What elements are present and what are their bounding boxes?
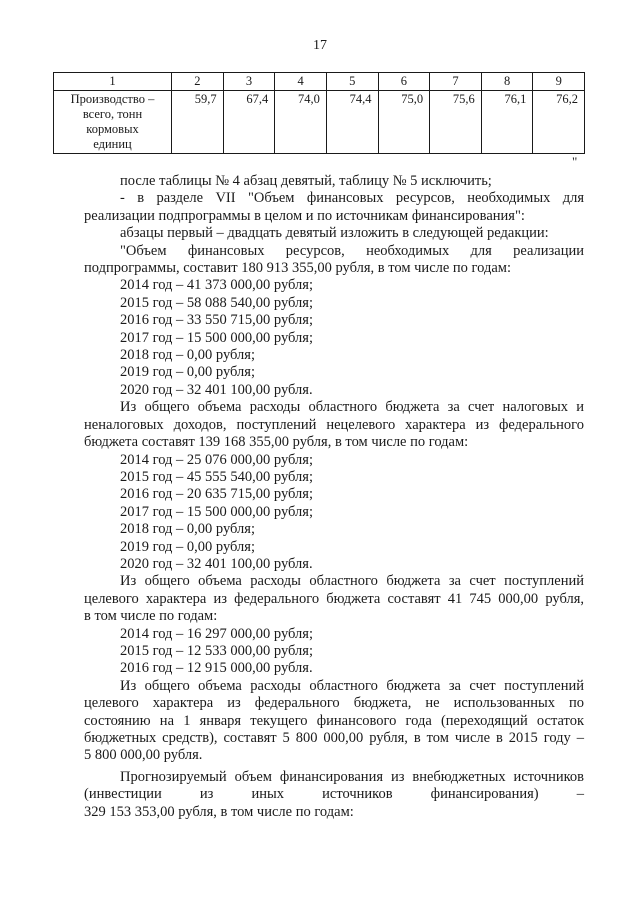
paragraph: 329 153 353,00 рубля, в том числе по годам:: [84, 803, 354, 820]
paragraph: в том числе по годам:: [84, 608, 218, 625]
table-cell: 75,0: [378, 91, 430, 154]
paragraph: после таблицы № 4 абзац девятый, таблицу № 5 исключить;: [120, 173, 492, 189]
list-item: 2016 год – 20 635 715,00 рубля;: [120, 486, 313, 503]
production-table: [53, 72, 585, 154]
list-item: 2016 год – 12 915 000,00 рубля.: [120, 660, 313, 677]
list-item: 2018 год – 0,00 рубля;: [120, 521, 255, 538]
list-item: 2014 год – 25 076 000,00 рубля;: [120, 451, 313, 468]
document-body: [84, 173, 584, 821]
table-cell: 74,4: [326, 91, 378, 154]
table-header-cell: 1: [54, 73, 172, 91]
list-item: 2014 год – 16 297 000,00 рубля;: [120, 625, 313, 642]
list-item: 2015 год – 45 555 540,00 рубля;: [120, 468, 313, 485]
table-header-cell: 8: [481, 73, 533, 91]
list-item: 2014 год – 41 373 000,00 рубля;: [120, 277, 313, 294]
paragraph: бюджета составят 139 168 355,00 рубля, в том числе по годам:: [84, 434, 469, 451]
paragraph: подпрограммы, составит 180 913 355,00 рубля, в том числе по годам:: [84, 260, 511, 277]
table-cell: 76,1: [481, 91, 533, 154]
paragraph: реализации подпрограммы в целом и по источникам финансирования":: [84, 207, 525, 224]
paragraph: целевого характера из федерального бюджета, не использованных по: [84, 695, 584, 712]
table-row-label: Производство – всего, тонн кормовых единиц: [54, 91, 172, 154]
list-item: 2020 год – 32 401 100,00 рубля.: [120, 555, 313, 572]
list-item: 2015 год – 58 088 540,00 рубля;: [120, 294, 313, 311]
paragraph: 5 800 000,00 рубля.: [84, 747, 203, 764]
table-header-row: [54, 73, 585, 91]
table-header-cell: 9: [533, 73, 585, 91]
table-cell: 59,7: [172, 91, 224, 154]
list-item: 2019 год – 0,00 рубля;: [120, 538, 255, 555]
table-row: [54, 91, 585, 154]
list-item: 2017 год – 15 500 000,00 рубля;: [120, 329, 313, 346]
list-item: 2017 год – 15 500 000,00 рубля;: [120, 503, 313, 520]
table-cell: 76,2: [533, 91, 585, 154]
paragraph: - в разделе VII "Объем финансовых ресурсов, необходимых для: [120, 190, 584, 207]
table-cell: 67,4: [223, 91, 275, 154]
table-header-cell: 2: [172, 73, 224, 91]
list-item: 2016 год – 33 550 715,00 рубля;: [120, 312, 313, 329]
paragraph: неналоговых доходов, поступлений нецелевого характера из федерального: [84, 416, 584, 433]
paragraph: Прогнозируемый объем финансирования из внебюджетных источников: [120, 768, 584, 785]
paragraph: абзацы первый – двадцать девятый изложить в следующей редакции:: [120, 225, 549, 242]
closing-quote: ": [572, 154, 578, 169]
table-cell: 75,6: [430, 91, 482, 154]
paragraph: целевого характера из федерального бюджета составят 41 745 000,00 рубля,: [84, 590, 584, 607]
table-header-cell: 5: [326, 73, 378, 91]
list-item: 2020 год – 32 401 100,00 рубля.: [120, 381, 313, 398]
table-cell: 74,0: [275, 91, 327, 154]
paragraph: бюджетных средств), составят 5 800 000,00 рубля, в том числе в 2015 году –: [84, 730, 584, 746]
paragraph: "Объем финансовых ресурсов, необходимых для реализации: [120, 242, 584, 259]
list-item: 2015 год – 12 533 000,00 рубля;: [120, 642, 313, 659]
paragraph: Из общего объема расходы областного бюджета за счет поступлений: [120, 677, 584, 694]
table-header-cell: 7: [430, 73, 482, 91]
paragraph: (инвестиции из иных источников финансирования) –: [84, 786, 584, 803]
paragraph: состоянию на 1 января текущего финансового года (переходящий остаток: [84, 712, 584, 729]
table-header-cell: 3: [223, 73, 275, 91]
list-item: 2019 год – 0,00 рубля;: [120, 364, 255, 381]
paragraph: Из общего объема расходы областного бюджета за счет поступлений: [120, 573, 584, 590]
paragraph: Из общего объема расходы областного бюджета за счет налоговых и: [120, 399, 584, 416]
table-header-cell: 6: [378, 73, 430, 91]
list-item: 2018 год – 0,00 рубля;: [120, 347, 255, 364]
page-number: 17: [313, 38, 327, 53]
table-header-cell: 4: [275, 73, 327, 91]
